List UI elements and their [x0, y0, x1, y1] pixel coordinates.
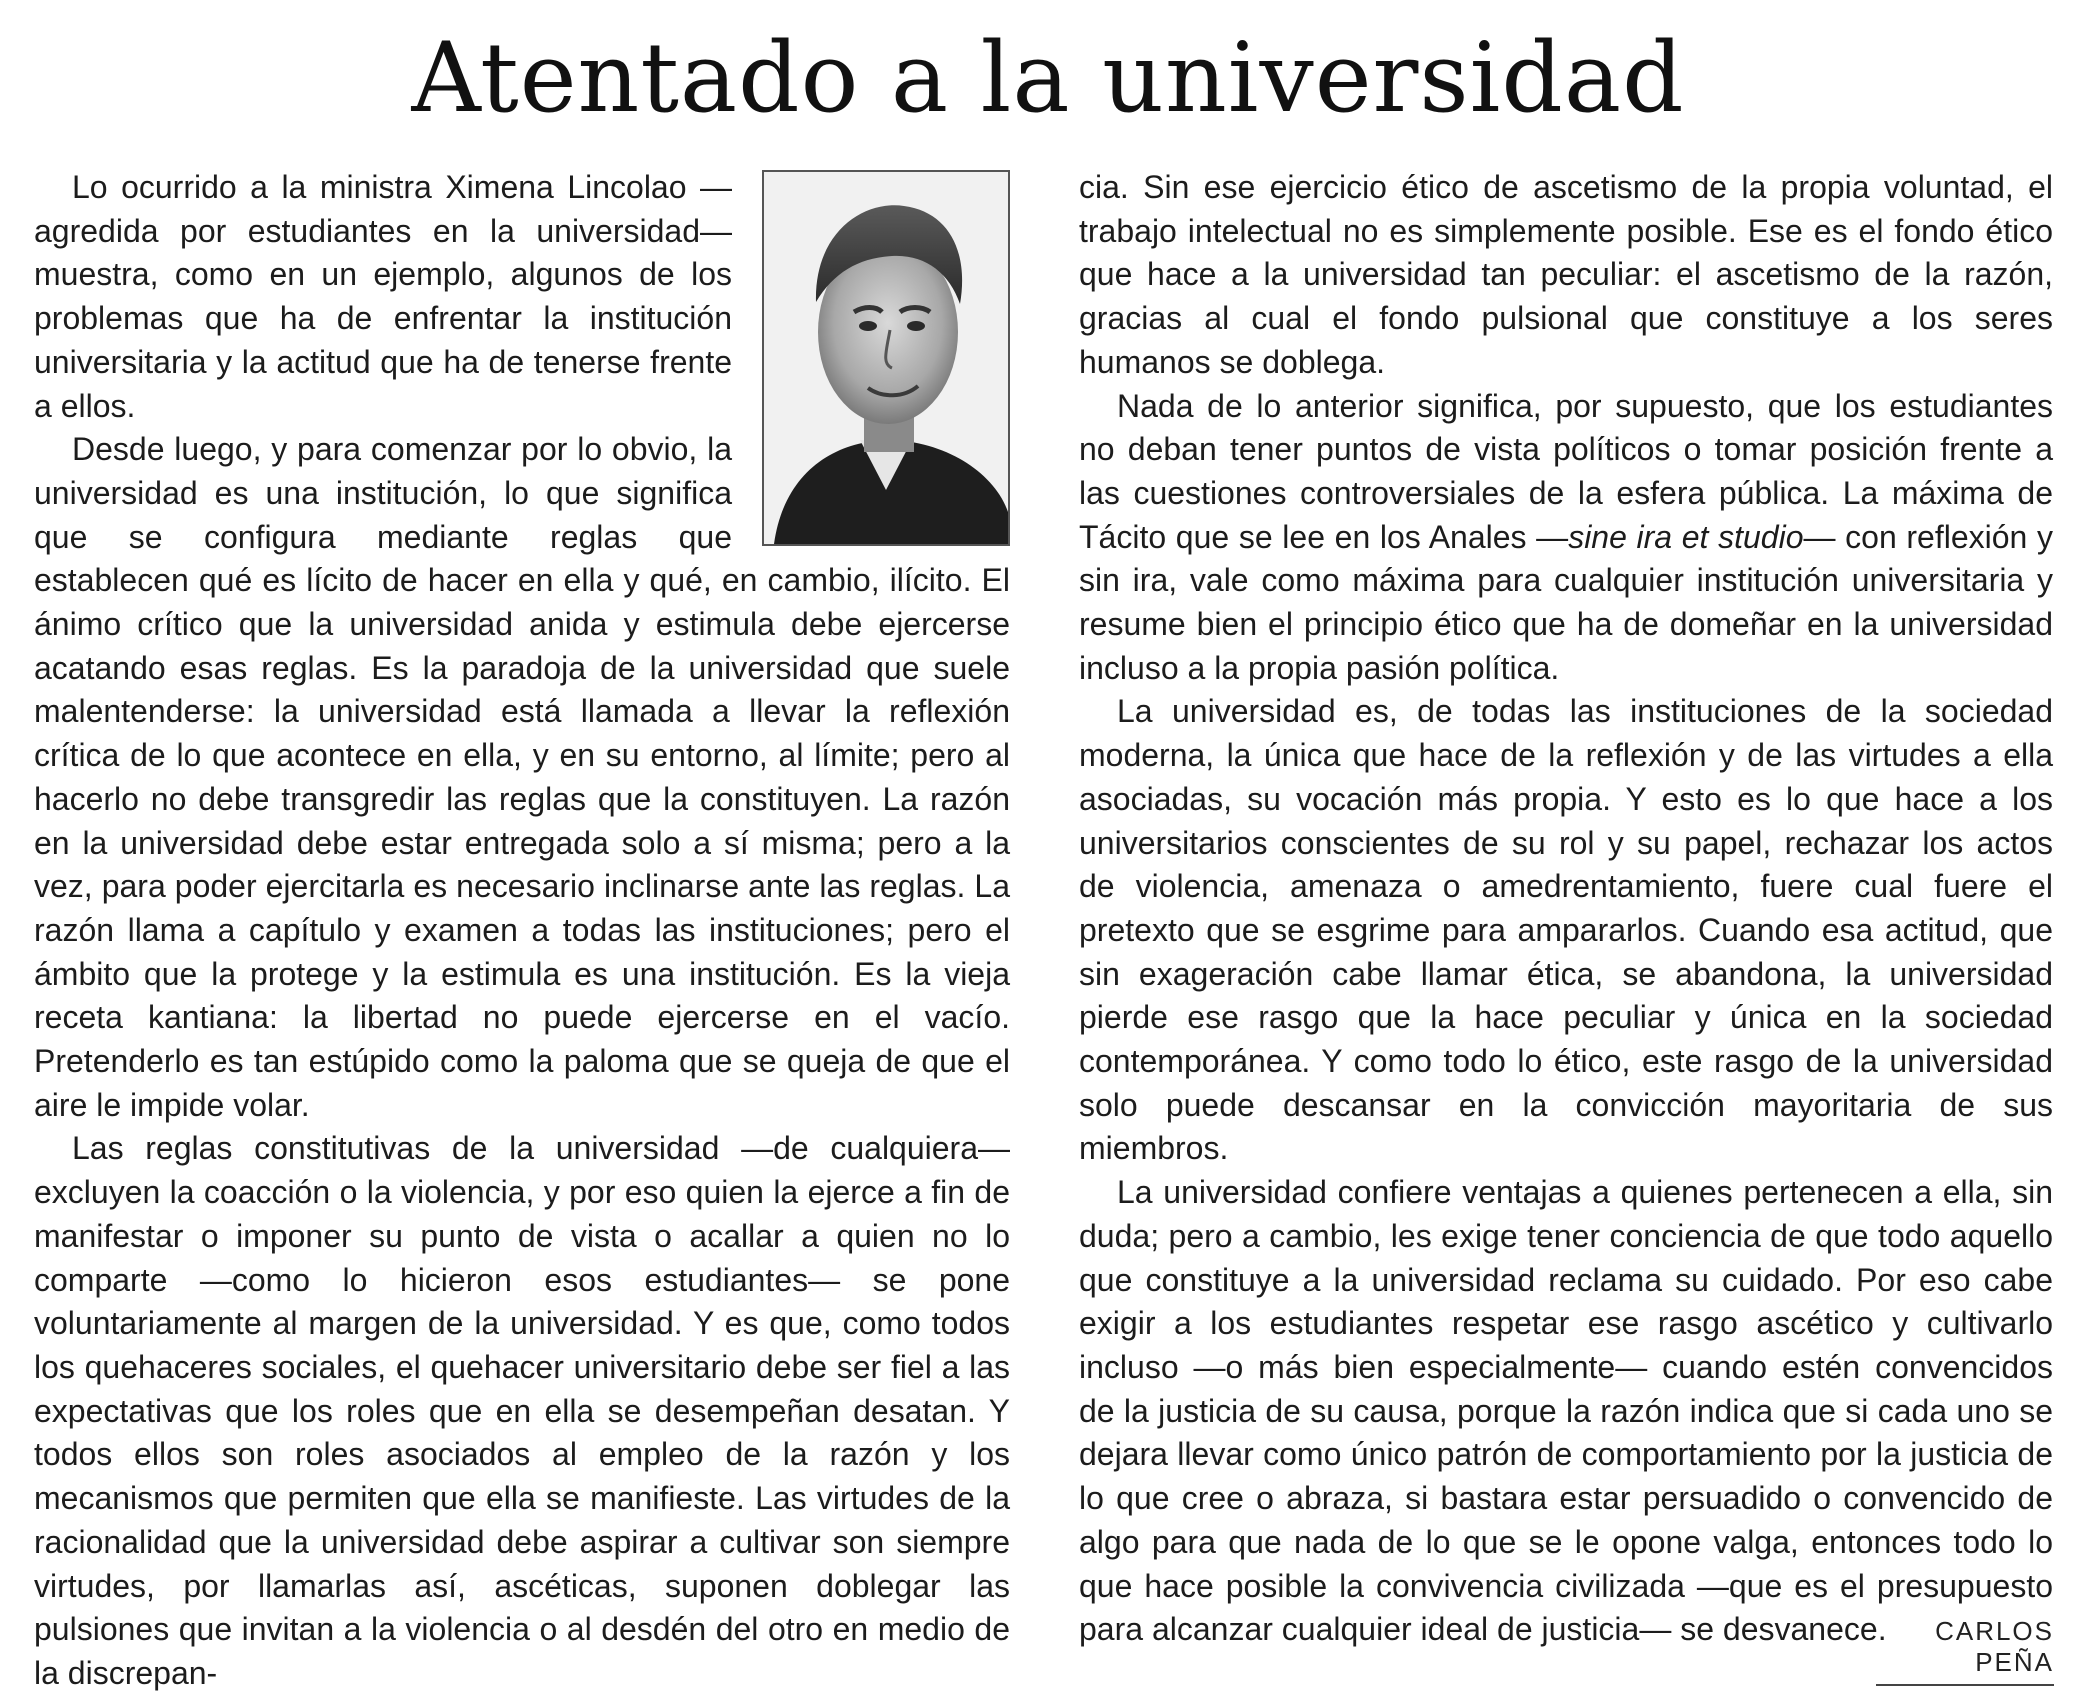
right-column [1079, 166, 2053, 1652]
paragraph: La universidad es, de todas las instituciones de la sociedad moderna, la única que hace de la reflexión y de las virtudes a ella asociadas, su vocación más propia. Y esto es lo que hace a los universitarios conscientes de su rol y su papel, rechazar los actos de violencia, amenaza o amedrentamiento, fuere cual fuere el pretexto que se esgrime para ampararlos. Cuando esa actitud, que sin exageración cabe llamar ética, se abandona, la universidad pierde ese rasgo que la hace peculiar y única en la sociedad contemporánea. Y como todo lo ético, este rasgo de la universidad solo puede descansar en la convicción mayoritaria de sus miembros. [1079, 693, 2053, 1167]
paragraph: Las reglas constitutivas de la universidad —de cualquiera— excluyen la coacción o la violencia, y por eso quien la ejerce a fin de manifestar o imponer su punto de vista o acallar a quien no lo comparte —como lo hicieron esos estudiantes— se pone voluntariamente al margen de la universidad. Y es que, como todos los quehaceres sociales, el quehacer universitario debe ser fiel a las expectativas que los roles que en ella se desempeñan desatan. Y todos ellos son roles asociados al empleo de la razón y los mecanismos que permiten que ella se manifieste. Las virtudes de la racionalidad que la universidad debe aspirar a cultivar son siempre virtudes, por llamarlas así, ascéticas, suponen doblegar las pulsiones que invitan a la violencia o al desdén del otro en medio de la discrepan- [34, 1130, 1010, 1691]
left-column [34, 166, 1010, 1696]
portrait-image [764, 172, 1008, 544]
author-portrait [762, 170, 1010, 546]
paragraph-text: Nada de lo anterior significa, por supuesto, que los estudiantes no deban tener puntos de vista políticos o tomar posición frente a las cuestiones controversiales de la esfera pública. La máxima de Tácito que se lee en los Anales — [1079, 387, 2053, 555]
author-byline: CARLOS PEÑA [1876, 1616, 2054, 1686]
paragraph [1079, 385, 2053, 691]
paragraph: Lo ocurrido a la ministra Ximena Lincolao —agredida por estudiantes en la universidad— muestra, como en un ejemplo, algunos de los problemas que ha de enfrentar la institución universitaria y la actitud que ha de tenerse frente a ellos. [34, 169, 732, 424]
paragraph-continuation: cia. Sin ese ejercicio ético de ascetismo de la propia voluntad, el trabajo intelectual no es simplemente posible. Ese es el fondo ético que hace a la universidad tan peculiar: el ascetismo de la razón, gracias al cual el fondo pulsional que constituye a los seres humanos se doblega. [1079, 169, 2053, 380]
paragraph: Desde luego, y para comenzar por lo obvio, la universidad es una institución, lo que significa que se configura mediante reglas que establecen qué es lícito de hacer en ella y qué, en cambio, ilícito. El ánimo crítico que la universidad anida y estimula debe ejercerse acatando esas reglas. Es la paradoja de la universidad que suele malentenderse: la universidad está llamada a llevar la reflexión crítica de lo que acontece en ella, y en su entorno, al límite; pero al hacerlo no debe transgredir las reglas que la constituyen. La razón en la universidad debe estar entregada solo a sí misma; pero a la vez, para poder ejercitarla es necesario inclinarse ante las reglas. La razón llama a capítulo y examen a todas las instituciones; pero el ámbito que la protege y la estimula es una institución. Es la vieja receta kantiana: la libertad no puede ejercerse en el vacío. Pretenderlo es tan estúpido como la paloma que se queja de que el aire le impide volar. [34, 431, 1010, 1123]
article-title: Atentado a la universidad [411, 22, 1685, 134]
latin-quote: sine ira et studio [1568, 518, 1804, 555]
paragraph: La universidad confiere ventajas a quienes pertenecen a ella, sin duda; pero a cambio, les exige tener conciencia de que todo aquello que constituye a la universidad reclama su cuidado. Por eso cabe exigir a los estudiantes respetar ese rasgo ascético y cultivarlo incluso —o más bien especialmente— cuando estén convencidos de la justicia de su causa, porque la razón indica que si cada uno se dejara llevar como único patrón de comportamiento por la justicia de lo que cree o abraza, si bastara estar persuadido o convencido de algo para que nada de lo que se le opone valga, entonces todo lo que hace posible la convivencia civilizada —que es el presupuesto para alcanzar cualquier ideal de justicia— se desvanece. [1079, 1174, 2053, 1648]
paragraph-text: — con reflexión y sin ira, vale como máxima para cualquier institución universitaria y resume bien el principio ético que ha de domeñar en la universidad incluso a la propia pasión política. [1079, 518, 2054, 686]
